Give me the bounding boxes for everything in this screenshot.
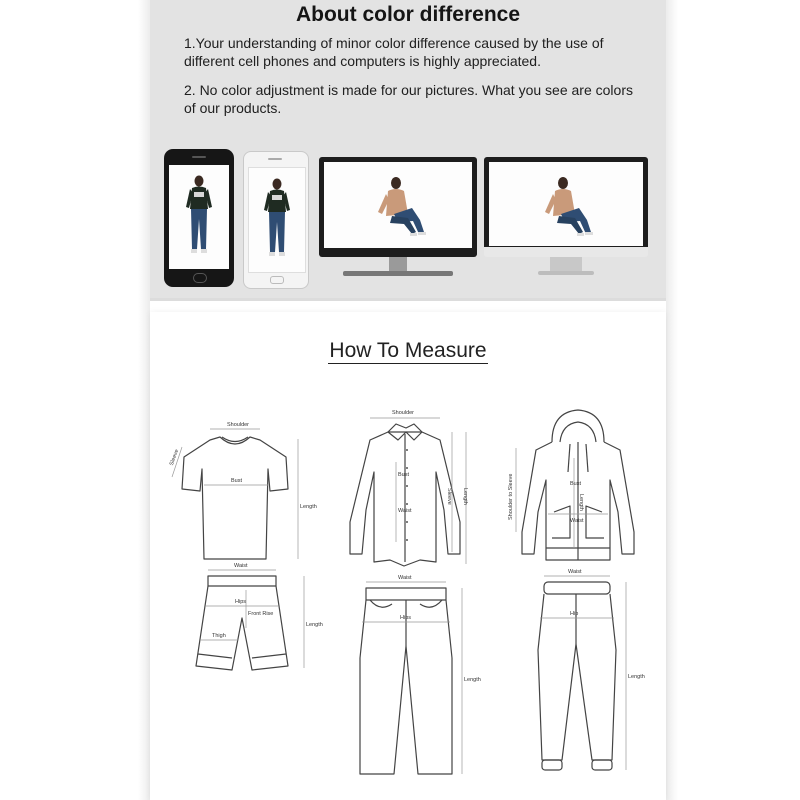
hip-label: Hip <box>570 611 579 617</box>
page-edge-shadow-right <box>666 0 678 800</box>
length-label: Length <box>628 674 645 680</box>
length-label: Length <box>306 622 323 628</box>
how-to-measure-panel <box>150 312 666 800</box>
thigh-label: Thigh <box>212 633 226 639</box>
waist-label: Waist <box>234 563 248 569</box>
color-difference-title: About color difference <box>295 3 521 26</box>
color-difference-panel <box>150 0 666 301</box>
sleeve-label: Sleeve <box>446 488 452 505</box>
shoulder-label: Shoulder <box>392 410 415 416</box>
waist-label: Waist <box>398 575 412 581</box>
hips-label: Hips <box>235 599 247 605</box>
length-label: Length <box>462 488 468 505</box>
sleeve-label: Sleeve <box>168 448 181 467</box>
page-edge-shadow-left <box>138 0 150 800</box>
length-label: Length <box>578 494 584 511</box>
waist-label: Waist <box>398 508 412 514</box>
black-phone-image <box>164 149 234 287</box>
bust-label: Bust <box>231 478 243 484</box>
waist-label: Waist <box>568 569 582 575</box>
jogger-pants-diagram <box>522 560 662 788</box>
color-difference-note-1: 1.Your understanding of minor color difference caused by the use of different cell phones and computers is highly appreciated. <box>184 35 604 69</box>
shoulder-to-sleeve-label: Shoulder to Sleeve <box>508 473 514 520</box>
color-difference-note-2: 2. No color adjustment is made for our pictures. What you see are colors of our products. <box>184 82 633 116</box>
model-sitting-image <box>368 174 436 246</box>
shorts-diagram <box>180 560 330 685</box>
jeans-diagram <box>348 568 488 788</box>
hoodie-diagram <box>508 402 648 572</box>
model-sitting-image <box>535 174 603 246</box>
length-label: Length <box>300 504 317 510</box>
waist-label: Waist <box>570 518 584 524</box>
model-standing-image <box>263 178 291 262</box>
shirt-diagram <box>340 402 480 572</box>
white-phone-image <box>243 151 309 289</box>
shoulder-label: Shoulder <box>227 422 250 428</box>
tshirt-diagram <box>170 407 320 567</box>
model-standing-image <box>185 175 213 259</box>
front-rise-label: Front Rise <box>248 611 274 617</box>
bust-label: Bust <box>398 472 410 478</box>
length-label: Length <box>464 677 481 683</box>
monitor-image <box>484 157 648 282</box>
monitor-image <box>319 157 477 282</box>
hips-label: Hips <box>400 615 412 621</box>
how-to-measure-title: How To Measure <box>329 339 487 362</box>
bust-label: Bust <box>570 481 582 487</box>
